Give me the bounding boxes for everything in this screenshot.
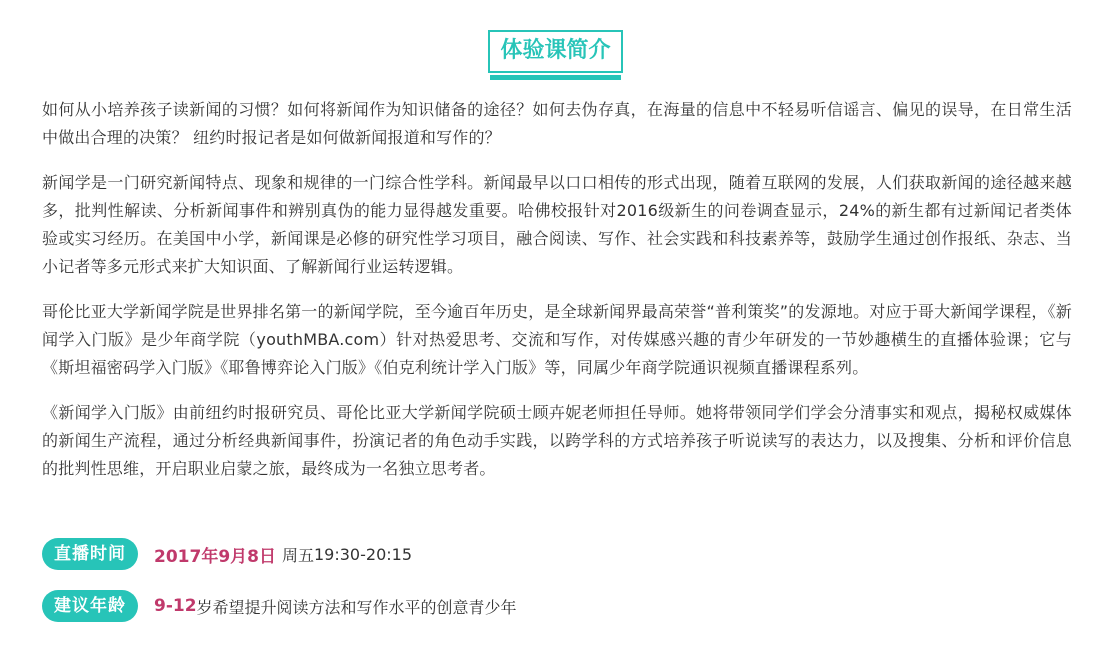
schedule-label-badge: 直播时间 (42, 538, 138, 570)
age-description: 岁希望提升阅读方法和写作水平的创意青少年 (196, 597, 517, 617)
age-range: 9-12 (154, 596, 197, 616)
schedule-row (42, 538, 412, 570)
schedule-time: 19:30-20:15 (314, 544, 412, 564)
schedule-date: 2017年9月8日 (154, 546, 276, 567)
paragraph-intro-questions: 如何从小培养孩子读新闻的习惯？如何将新闻作为知识储备的途径？如何去伪存真，在海量的信息中不轻易听信谣言、偏见的误导，在日常生活中做出合理的决策？ 纽约时报记者是如何做新闻报道和写作的？ (42, 100, 1072, 147)
title-section (0, 30, 1111, 73)
intro-content (42, 96, 1072, 500)
section-title (488, 30, 622, 73)
paragraph-journalism-overview: 新闻学是一门研究新闻特点、现象和规律的一门综合性学科。新闻最早以口口相传的形式出现，随着互联网的发展，人们获取新闻的途径越来越多，批判性解读、分析新闻事件和辨别真伪的能力显得越发重要。哈佛校报针对2016级新生的问卷调查显示，24%的新生都有过新闻记者类体验或实习经历。在美国中小学，新闻课是必修的研究性学习项目，融合阅读、写作、社会实践和科技素养等，鼓励学生通过创作报纸、杂志、当小记者等多元形式来扩大知识面、了解新闻行业运转逻辑。 (42, 173, 1072, 276)
section-title-text: 体验课简介 (500, 38, 611, 63)
schedule-weekday: 周五 (281, 545, 314, 565)
paragraph-columbia-course: 哥伦比亚大学新闻学院是世界排名第一的新闻学院，至今逾百年历史，是全球新闻界最高荣誉“普利策奖”的发源地。对应于哥大新闻学课程，《新闻学入门版》是少年商学院（youthMBA.com）针对热爱思考、交流和写作，对传媒感兴趣的青少年研发的一节妙趣横生的直播体验课；它与《斯坦福密码学入门版》《耶鲁博弈论入门版》《伯克利统计学入门版》等，同属少年商学院通识视频直播课程系列。 (42, 302, 1072, 377)
title-underline (490, 75, 620, 80)
age-row (42, 590, 517, 622)
age-label-badge: 建议年龄 (42, 590, 138, 622)
paragraph-teacher: 《新闻学入门版》由前纽约时报研究员、哥伦比亚大学新闻学院硕士顾卉妮老师担任导师。她将带领同学们学会分清事实和观点，揭秘权威媒体的新闻生产流程，通过分析经典新闻事件，扮演记者的角色动手实践，以跨学科的方式培养孩子听说读写的表达力，以及搜集、分析和评价信息的批判性思维，开启职业启蒙之旅，最终成为一名独立思考者。 (42, 403, 1072, 478)
